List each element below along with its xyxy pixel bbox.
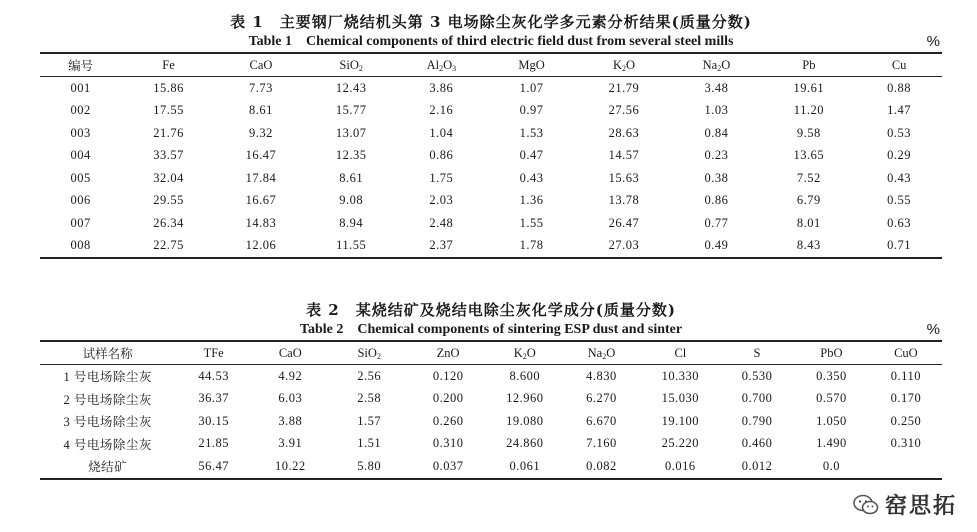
value-cell: 9.32 xyxy=(249,125,273,140)
table1-column-header xyxy=(216,53,306,77)
value-cell: 6.670 xyxy=(586,413,617,428)
value-cell: 29.55 xyxy=(153,193,184,208)
value-cell: 19.61 xyxy=(793,80,825,95)
value-cell: 0.530 xyxy=(741,368,773,383)
header-text: K xyxy=(612,57,622,72)
value-cell: 1.47 xyxy=(887,103,912,118)
value-cell: 16.47 xyxy=(245,148,277,163)
value-cell: 8.43 xyxy=(796,238,821,253)
table-row xyxy=(40,145,942,168)
table-row xyxy=(40,122,942,145)
table1-column-header xyxy=(577,53,672,77)
value-cell: 11.55 xyxy=(336,238,367,253)
table-row xyxy=(40,212,942,235)
value-cell: 0.86 xyxy=(429,148,454,163)
row-label-cell: 006 xyxy=(70,193,91,208)
value-cell: 21.76 xyxy=(153,125,184,140)
value-cell: 8.600 xyxy=(509,368,541,383)
table-1-caption-cn: 表 1 主要钢厂烧结机头第 3 电场除尘灰化学多元素分析结果(质量分数) xyxy=(230,13,752,31)
table-row xyxy=(40,433,942,456)
table-1-caption-en-text: Table 1 Chemical components of third electric field dust from several steel mills xyxy=(248,34,734,49)
header-text: MgO xyxy=(518,57,545,72)
value-cell: 56.47 xyxy=(198,458,229,473)
value-cell: 0.86 xyxy=(704,193,729,208)
table2-column-header xyxy=(793,341,870,365)
header-text: TFe xyxy=(203,345,224,360)
value-cell: 0.082 xyxy=(586,458,617,473)
table1-column-header xyxy=(40,53,121,77)
value-cell: 0.49 xyxy=(704,238,729,253)
value-cell: 0.037 xyxy=(432,458,464,473)
value-cell: 1.490 xyxy=(816,436,847,451)
table1-column-header xyxy=(306,53,396,77)
value-cell: 1.75 xyxy=(429,170,454,185)
value-cell: 2.58 xyxy=(357,391,382,406)
value-cell: 3.91 xyxy=(278,436,303,451)
header-text: CuO xyxy=(894,345,918,360)
table-1-unit: % xyxy=(926,33,940,50)
table-row xyxy=(40,77,942,100)
header-subscript: 2 xyxy=(522,351,527,361)
table-2-caption-en xyxy=(40,320,942,340)
value-cell: 8.94 xyxy=(339,215,364,230)
value-cell: 0.63 xyxy=(887,215,912,230)
value-cell: 4.830 xyxy=(586,368,617,383)
value-cell: 3.86 xyxy=(429,80,454,95)
value-cell: 12.43 xyxy=(335,80,367,95)
value-cell: 0.97 xyxy=(519,103,544,118)
value-cell: 1.04 xyxy=(429,125,454,140)
row-label-cell: 4 号电场除尘灰 xyxy=(63,437,152,452)
value-cell: 26.47 xyxy=(608,215,640,230)
value-cell: 12.06 xyxy=(245,238,277,253)
table2-column-header xyxy=(252,341,329,365)
value-cell: 0.88 xyxy=(887,80,912,95)
table1-column-header xyxy=(762,53,857,77)
value-cell: 21.79 xyxy=(608,80,640,95)
value-cell: 15.77 xyxy=(335,103,367,118)
table1-column-header xyxy=(671,53,761,77)
value-cell: 0.570 xyxy=(816,391,847,406)
header-text: O xyxy=(526,345,536,360)
value-cell: 0.43 xyxy=(887,170,912,185)
value-cell: 12.960 xyxy=(506,391,544,406)
table2-column-header xyxy=(640,341,721,365)
table2-column-header xyxy=(870,341,942,365)
header-text: K xyxy=(513,345,523,360)
row-label-cell: 001 xyxy=(70,80,91,95)
header-text: O xyxy=(606,345,616,360)
header-text: Cu xyxy=(891,57,907,72)
row-label-cell: 005 xyxy=(70,170,91,185)
value-cell: 0.29 xyxy=(887,148,912,163)
table-row xyxy=(40,455,942,479)
value-cell: 14.83 xyxy=(245,215,277,230)
header-text: O xyxy=(721,57,731,72)
value-cell: 0.38 xyxy=(704,170,729,185)
value-cell: 36.37 xyxy=(198,391,229,406)
watermark xyxy=(847,487,963,522)
value-cell: 6.79 xyxy=(796,193,821,208)
value-cell: 19.100 xyxy=(661,413,700,428)
table-row xyxy=(40,100,942,123)
value-cell: 13.65 xyxy=(793,148,825,163)
header-text: O xyxy=(625,57,635,72)
value-cell: 14.57 xyxy=(608,148,640,163)
value-cell: 32.04 xyxy=(153,170,184,185)
value-cell: 27.56 xyxy=(608,103,640,118)
value-cell: 44.53 xyxy=(198,368,229,383)
table2-column-header xyxy=(329,341,410,365)
value-cell: 0.0 xyxy=(822,458,840,473)
table-2-body xyxy=(40,365,942,479)
header-subscript: 2 xyxy=(376,351,381,361)
value-cell: 15.86 xyxy=(153,80,184,95)
header-text: CaO xyxy=(249,57,273,72)
value-cell: 4.92 xyxy=(278,368,303,383)
table1-column-header xyxy=(121,53,216,77)
value-cell: 0.23 xyxy=(704,148,729,163)
value-cell: 17.84 xyxy=(245,170,277,185)
value-cell: 1.07 xyxy=(519,80,544,95)
table-2 xyxy=(40,340,942,480)
header-text: PbO xyxy=(820,345,843,360)
value-cell: 8.01 xyxy=(796,215,821,230)
value-cell: 30.15 xyxy=(198,413,229,428)
row-label-cell: 2 号电场除尘灰 xyxy=(63,392,152,407)
value-cell: 33.57 xyxy=(153,148,184,163)
value-cell: 0.012 xyxy=(741,458,773,473)
value-cell: 2.56 xyxy=(357,368,382,383)
value-cell: 7.52 xyxy=(796,170,821,185)
wechat-icon xyxy=(853,494,879,516)
header-text: O xyxy=(443,57,453,72)
value-cell: 7.73 xyxy=(249,80,273,95)
header-subscript: 2 xyxy=(717,63,722,73)
header-text: 编号 xyxy=(68,59,94,73)
header-text: Al xyxy=(426,57,440,72)
value-cell: 6.270 xyxy=(586,391,617,406)
table2-column-header xyxy=(563,341,640,365)
row-label-cell: 004 xyxy=(70,148,91,163)
header-text: ZnO xyxy=(436,345,460,360)
value-cell: 6.03 xyxy=(278,391,303,406)
table-row xyxy=(40,410,942,433)
value-cell: 9.58 xyxy=(796,125,821,140)
value-cell: 17.55 xyxy=(153,103,184,118)
value-cell: 0.260 xyxy=(432,413,464,428)
value-cell: 0.120 xyxy=(432,368,464,383)
header-text: Cl xyxy=(674,345,687,360)
value-cell: 2.03 xyxy=(429,193,454,208)
value-cell: 0.460 xyxy=(741,436,773,451)
value-cell: 0.350 xyxy=(816,368,847,383)
value-cell: 0.790 xyxy=(741,413,773,428)
table1-column-header xyxy=(486,53,576,77)
table2-column-header xyxy=(175,341,252,365)
header-text: S xyxy=(753,345,761,360)
header-text: Na xyxy=(587,345,603,360)
value-cell: 0.016 xyxy=(665,458,696,473)
value-cell: 13.07 xyxy=(335,125,367,140)
watermark-text: 窑思拓 xyxy=(884,494,957,519)
value-cell: 27.03 xyxy=(608,238,640,253)
value-cell: 26.34 xyxy=(153,215,184,230)
value-cell: 7.160 xyxy=(586,436,617,451)
table-row xyxy=(40,388,942,411)
row-label-cell: 008 xyxy=(70,238,91,253)
value-cell xyxy=(870,455,942,479)
value-cell: 22.75 xyxy=(153,238,184,253)
header-subscript: 2 xyxy=(602,351,607,361)
table-2-unit: % xyxy=(926,321,940,338)
value-cell: 10.330 xyxy=(661,368,700,383)
table1-column-header xyxy=(856,53,942,77)
value-cell: 1.03 xyxy=(704,103,729,118)
value-cell: 0.53 xyxy=(887,125,912,140)
header-subscript: 2 xyxy=(621,63,626,73)
value-cell: 0.84 xyxy=(704,125,729,140)
value-cell: 2.48 xyxy=(429,215,454,230)
table-2-block xyxy=(40,300,942,480)
table-row xyxy=(40,167,942,190)
value-cell: 1.36 xyxy=(519,193,544,208)
row-label-cell: 烧结矿 xyxy=(88,460,128,475)
value-cell: 24.860 xyxy=(506,436,544,451)
header-text: Na xyxy=(702,57,718,72)
value-cell: 0.71 xyxy=(887,238,912,253)
row-label-cell: 007 xyxy=(70,215,91,230)
row-label-cell: 1 号电场除尘灰 xyxy=(63,370,152,385)
value-cell: 0.310 xyxy=(432,436,464,451)
value-cell: 15.63 xyxy=(608,170,640,185)
value-cell: 5.80 xyxy=(357,458,382,473)
value-cell: 0.200 xyxy=(432,391,464,406)
row-label-cell: 003 xyxy=(70,125,91,140)
value-cell: 1.53 xyxy=(519,125,544,140)
table-1-header-row xyxy=(40,53,942,77)
value-cell: 21.85 xyxy=(198,436,229,451)
value-cell: 19.080 xyxy=(506,413,544,428)
value-cell: 0.700 xyxy=(741,391,773,406)
value-cell: 1.51 xyxy=(357,436,382,451)
header-text: SiO xyxy=(339,57,359,72)
value-cell: 1.57 xyxy=(357,413,382,428)
table-2-caption-en-text: Table 2 Chemical components of sintering ESP dust and sinter xyxy=(299,322,683,337)
value-cell: 2.37 xyxy=(429,238,454,253)
value-cell: 10.22 xyxy=(274,458,306,473)
row-label-cell: 002 xyxy=(70,103,91,118)
table-2-header-row xyxy=(40,341,942,365)
table-1-body xyxy=(40,77,942,259)
table-row xyxy=(40,190,942,213)
value-cell: 0.110 xyxy=(890,368,921,383)
value-cell: 1.55 xyxy=(519,215,544,230)
table2-column-header xyxy=(486,341,563,365)
value-cell: 0.170 xyxy=(890,391,922,406)
table2-column-header xyxy=(721,341,793,365)
value-cell: 15.030 xyxy=(661,391,700,406)
value-cell: 25.220 xyxy=(661,436,700,451)
header-subscript: 2 xyxy=(358,63,363,73)
value-cell: 12.35 xyxy=(335,148,367,163)
table1-column-header xyxy=(396,53,486,77)
header-text: 试样名称 xyxy=(82,347,133,361)
value-cell: 2.16 xyxy=(429,103,454,118)
table2-column-header xyxy=(410,341,487,365)
value-cell: 0.55 xyxy=(887,193,912,208)
header-text: Fe xyxy=(162,57,175,72)
value-cell: 0.47 xyxy=(519,148,544,163)
table-row xyxy=(40,365,942,388)
value-cell: 3.88 xyxy=(278,413,303,428)
value-cell: 0.77 xyxy=(704,215,729,230)
value-cell: 1.78 xyxy=(519,238,544,253)
table-2-caption-cn: 表 2 某烧结矿及烧结电除尘灰化学成分(质量分数) xyxy=(306,301,676,319)
value-cell: 0.250 xyxy=(890,413,922,428)
table-1-caption-en xyxy=(40,32,942,52)
value-cell: 9.08 xyxy=(339,193,364,208)
value-cell: 11.20 xyxy=(793,103,824,118)
table-1 xyxy=(40,52,942,259)
row-label-cell: 3 号电场除尘灰 xyxy=(63,415,152,430)
value-cell: 28.63 xyxy=(608,125,640,140)
value-cell: 8.61 xyxy=(339,170,364,185)
header-text: CaO xyxy=(278,345,302,360)
table2-column-header xyxy=(40,341,175,365)
header-text: SiO xyxy=(357,345,377,360)
value-cell: 0.43 xyxy=(519,170,544,185)
table-row xyxy=(40,235,942,259)
table-1-block xyxy=(40,12,942,259)
value-cell: 8.61 xyxy=(249,103,273,118)
value-cell: 13.78 xyxy=(608,193,640,208)
header-subscript: 3 xyxy=(452,63,457,73)
value-cell: 16.67 xyxy=(245,193,277,208)
value-cell: 0.310 xyxy=(890,436,922,451)
header-subscript: 2 xyxy=(439,63,444,73)
value-cell: 3.48 xyxy=(704,80,729,95)
value-cell: 1.050 xyxy=(816,413,847,428)
value-cell: 0.061 xyxy=(509,458,541,473)
header-text: Pb xyxy=(802,57,816,72)
